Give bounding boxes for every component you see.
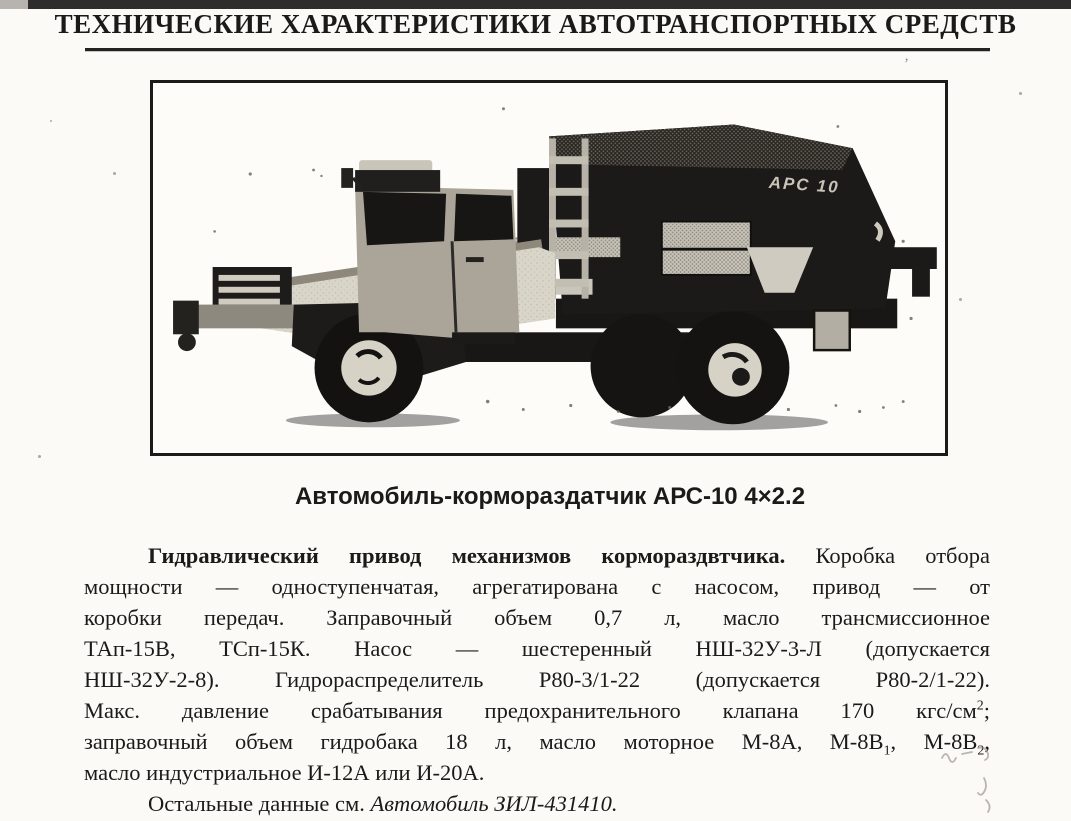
paragraph-text: НШ-32У-2-8). Гидрораспределитель Р80-3/1-22 (допускается Р80-2/1-22). — [84, 667, 990, 692]
windshield — [363, 192, 446, 245]
truck-illustration — [153, 83, 945, 453]
paragraph-text: Автомобиль ЗИЛ-431410. — [370, 791, 618, 816]
paragraph-line — [84, 572, 990, 603]
paragraph-text: Остальные данные см. — [148, 791, 371, 816]
top-bar-left-edge — [0, 0, 28, 9]
running-board — [452, 332, 515, 344]
truck-cab — [341, 160, 519, 344]
paragraph-line — [84, 634, 990, 665]
pencil-marks — [938, 742, 1018, 821]
side-mirror — [341, 168, 353, 188]
paragraph-text: , — [984, 729, 990, 754]
paragraph-text: 1 — [883, 743, 891, 759]
scan-speck — [1019, 92, 1022, 95]
tow-hook — [178, 333, 196, 351]
paragraph-text: 2 — [977, 743, 985, 759]
top-scan-bar — [28, 0, 1071, 9]
page-title: ТЕХНИЧЕСКИЕ ХАРАКТЕРИСТИКИ АВТОТРАНСПОРТНЫХ СРЕДСТВ — [54, 9, 1017, 39]
paragraph-text: 2 — [976, 698, 984, 714]
scan-speck — [50, 120, 52, 122]
paragraph-text: Коробка отбора — [785, 543, 990, 568]
paragraph-text: коробки передач. Заправочный объем 0,7 л, масло трансмиссионное — [84, 605, 990, 630]
figure-frame — [150, 80, 948, 456]
paragraph-text: масло индустриальное И-12А или И-20А. — [84, 760, 485, 785]
paragraph-line — [84, 541, 990, 572]
paragraph-line — [84, 758, 990, 789]
front-bumper — [173, 301, 304, 351]
vehicle-label: АРС 10 — [768, 172, 841, 197]
paragraph-line — [84, 603, 990, 634]
paragraph-text: заправочный объем гидробака 18 л, масло моторное М-8А, М-8В — [84, 729, 884, 754]
paragraph-text: , М-8В — [890, 729, 978, 754]
paragraph-line — [84, 789, 990, 820]
paragraph-text: мощности — одноступенчатая, агрегатирована с насосом, привод — от — [84, 574, 990, 599]
figure-caption: Автомобиль-кормораздатчик АРС-10 4×2.2 — [294, 483, 806, 510]
rear-wheels — [591, 312, 790, 425]
header-rule — [85, 48, 990, 51]
paragraph-line — [84, 696, 990, 727]
scan-speck — [113, 172, 116, 175]
paragraph-text: Гидравлический привод механизмов кормораздвтчика. — [148, 543, 786, 568]
door-window — [454, 194, 513, 241]
rear-step-box — [814, 311, 850, 351]
paragraph-line — [84, 727, 990, 758]
paragraph-text: Макс. давление срабатывания предохранительного клапана 170 кгс/см — [84, 698, 977, 723]
scan-speck — [38, 455, 41, 458]
paragraph — [84, 541, 990, 820]
paragraph-line — [84, 665, 990, 696]
paragraph-text: ; — [983, 698, 990, 723]
scan-speck: ’ — [904, 56, 909, 72]
rear-bumper-beam — [858, 247, 937, 269]
door-handle — [466, 257, 484, 262]
paragraph-text: ТАп-15В, ТСп-15К. Насос — шестеренный НШ-32У-3-Л (допускается — [84, 636, 990, 661]
scan-speck — [959, 298, 962, 301]
